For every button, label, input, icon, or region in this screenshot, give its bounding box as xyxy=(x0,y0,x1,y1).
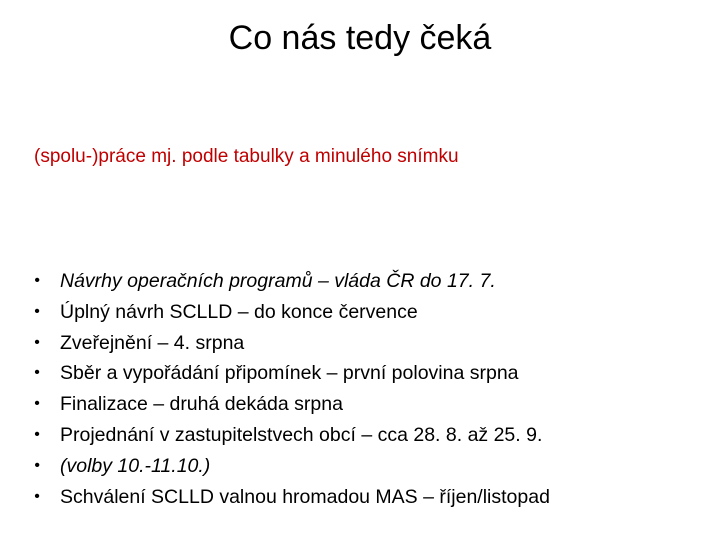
list-item xyxy=(30,297,700,328)
slide-subtitle: (spolu-)práce mj. podle tabulky a minulého snímku xyxy=(34,146,459,167)
list-item xyxy=(30,420,700,451)
bullet-icon: • xyxy=(34,456,40,474)
list-item-text: (volby 10.-11.10.) xyxy=(60,454,211,477)
list-item-text: Finalizace – druhá dekáda srpna xyxy=(60,393,343,416)
list-item-text: Zveřejnění – 4. srpna xyxy=(60,331,245,354)
bullet-icon: • xyxy=(34,487,40,505)
bullet-icon: • xyxy=(34,364,40,382)
list-item xyxy=(30,358,700,389)
list-item-text: Sběr a vypořádání připomínek – první polovina srpna xyxy=(60,362,519,385)
bullet-icon: • xyxy=(34,272,40,289)
bullet-icon: • xyxy=(34,425,40,443)
list-item-text: Úplný návrh SCLLD – do konce července xyxy=(60,300,418,323)
list-item xyxy=(30,266,700,297)
list-item xyxy=(30,389,700,420)
bullet-icon: • xyxy=(34,395,40,413)
bullet-icon: • xyxy=(34,333,40,351)
list-item-text: Schválení SCLLD valnou hromadou MAS – říjen/listopad xyxy=(60,485,550,508)
slide-title: Co nás tedy čeká xyxy=(228,19,492,57)
bullet-list xyxy=(30,266,700,512)
list-item xyxy=(30,451,700,482)
list-item xyxy=(30,482,700,513)
bullet-icon: • xyxy=(34,302,40,320)
list-item xyxy=(30,328,700,359)
list-item-text: Projednání v zastupitelstvech obcí – cca 28. 8. až 25. 9. xyxy=(60,423,543,446)
list-item-text: Návrhy operačních programů – vláda ČR do 17. 7. xyxy=(60,270,496,292)
